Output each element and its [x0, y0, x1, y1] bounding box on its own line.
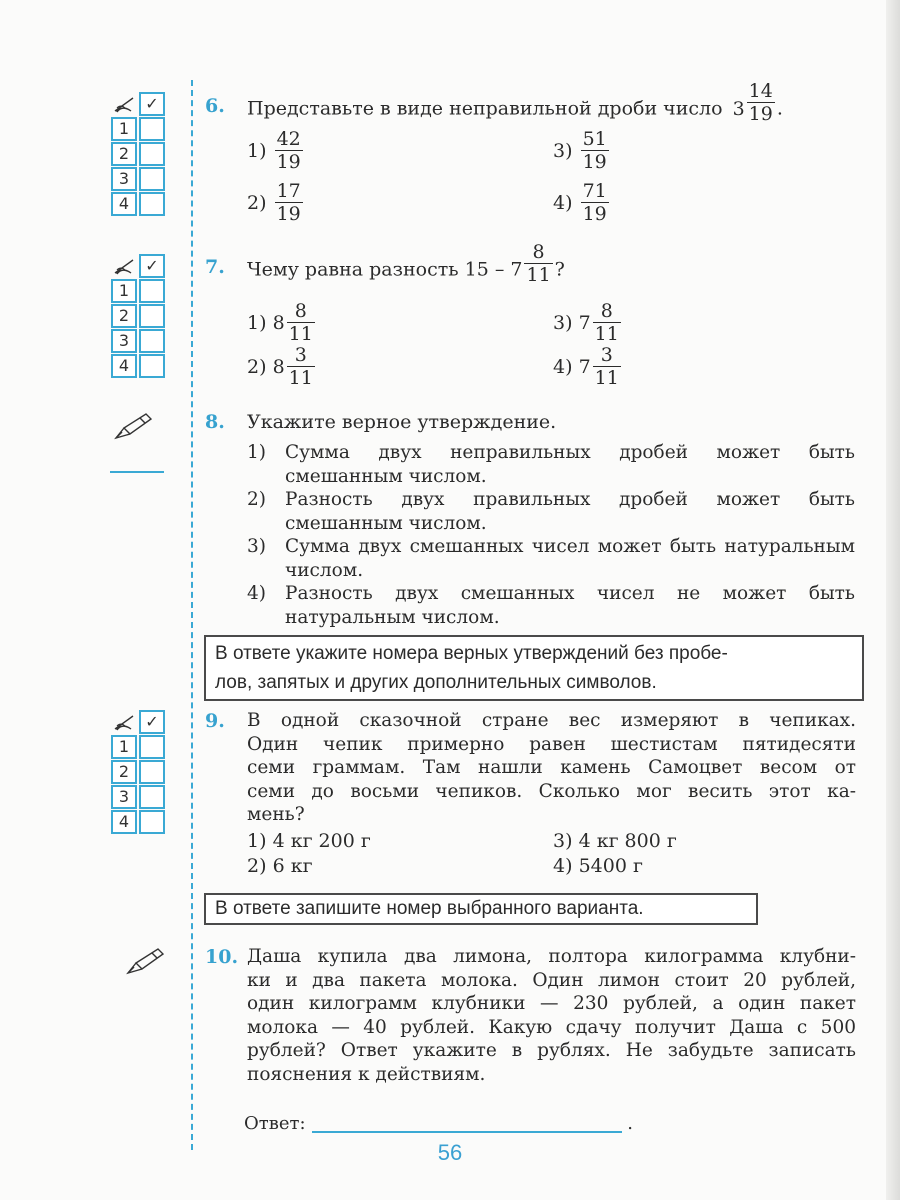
question-number: 7.: [205, 256, 225, 278]
denominator: 11: [288, 367, 313, 389]
option-label: 1): [247, 830, 267, 852]
option-q6-1: [247, 128, 305, 173]
answer-underline[interactable]: [110, 471, 164, 473]
option-q7-3: [553, 300, 623, 345]
answer-checkbox-4[interactable]: [139, 354, 165, 378]
option-number-cell: 1: [111, 117, 137, 141]
question-number: 8.: [205, 411, 225, 433]
option-number-cell: 4: [111, 192, 137, 216]
numerator: 8: [287, 300, 315, 323]
numerator: 8: [524, 241, 552, 264]
option-number-cell: 2: [111, 760, 137, 784]
denominator: 19: [276, 151, 301, 173]
option-number-cell: 3: [111, 167, 137, 191]
answer-checkbox-3[interactable]: [139, 167, 165, 191]
statement-list: [247, 441, 855, 629]
option-label: 1): [247, 139, 267, 162]
fraction: [581, 128, 609, 173]
instruction-box: [204, 635, 864, 701]
option-label: 3): [247, 536, 266, 557]
text-line: пояснения к действиям.: [247, 1063, 486, 1085]
numerator: 8: [593, 300, 621, 323]
question-number: 6.: [205, 95, 225, 117]
check-header-cell: [139, 710, 165, 734]
checkmark-icon: ✓: [145, 94, 159, 113]
text-line: семи до восьми чепиков. Сколько мог весить этот ка-: [247, 780, 856, 802]
option-label: 2): [247, 855, 267, 877]
pen-write-check-icon: [113, 94, 137, 114]
option-label: 3): [553, 830, 573, 852]
pen-write-check-icon: [113, 256, 137, 276]
question-prompt: Чему равна разность 15 – 7: [247, 258, 523, 281]
numerator: 3: [593, 344, 621, 367]
text-line: ки и два пакета молока. Один лимон стоит 20 рублей,: [247, 969, 856, 991]
question-prompt: Представьте в виде неправильной дроби число: [247, 97, 723, 120]
fraction: [593, 344, 621, 389]
text-line: один килограмм клубники — 230 рублей, а один пакет: [247, 993, 856, 1014]
option-label: 1): [247, 442, 266, 463]
answer-checkbox-2[interactable]: [139, 760, 165, 784]
statement-text: Сумма двух смешанных чисел может быть натуральным числом.: [285, 536, 855, 581]
option-label: 2): [247, 191, 267, 214]
option-q7-2: [247, 344, 317, 389]
text-line: семи граммам. Там нашли камень Самоцвет весом от: [247, 757, 856, 778]
denominator: 11: [594, 323, 619, 345]
fraction: [581, 180, 609, 225]
answer-checkbox-1[interactable]: [139, 279, 165, 303]
question-9-text: [247, 709, 856, 827]
fraction: [287, 300, 315, 345]
option-number-cell: 1: [111, 279, 137, 303]
answer-checkbox-4[interactable]: [139, 192, 165, 216]
text-line: Один чепик примерно равен шестистам пятидесяти: [247, 733, 856, 755]
option-number-cell: 1: [111, 735, 137, 759]
fraction: [593, 300, 621, 345]
numerator: 3: [287, 344, 315, 367]
denominator: 19: [582, 151, 607, 173]
option-label: 4): [553, 855, 573, 877]
question-text: [247, 241, 565, 286]
option-number-cell: 4: [111, 810, 137, 834]
option-label: 3): [553, 139, 573, 162]
mixed-whole: 8: [272, 355, 285, 378]
mixed-whole: 8: [272, 311, 285, 334]
page-number: 56: [437, 1140, 463, 1165]
option-text: 5400 г: [578, 855, 643, 877]
question-number: 10.: [205, 946, 239, 968]
checkmark-icon: ✓: [145, 256, 159, 275]
mixed-whole: 7: [578, 355, 591, 378]
punctuation: .: [627, 1113, 633, 1134]
fraction: [275, 180, 303, 225]
statement-text: Разность двух смешанных чисел не может быть натуральным числом.: [285, 583, 855, 628]
check-header-cell: [139, 92, 165, 116]
numerator: 14: [748, 80, 773, 102]
option-q9-4: [553, 855, 643, 877]
option-number-cell: 4: [111, 354, 137, 378]
fraction: [287, 344, 315, 389]
statement-item: [247, 535, 855, 582]
option-q6-4: [553, 180, 611, 225]
numerator: 17: [276, 180, 301, 202]
question-text: Укажите верное утверждение.: [247, 411, 557, 433]
question-text: [247, 80, 783, 125]
option-number-cell: 3: [111, 785, 137, 809]
mixed-whole: 3: [732, 97, 745, 120]
option-q9-2: [247, 855, 313, 877]
option-label: 4): [247, 583, 266, 604]
option-q6-3: [553, 128, 611, 173]
answer-label: Ответ:: [244, 1113, 306, 1134]
checkmark-icon: ✓: [145, 712, 159, 731]
answer-checkbox-1[interactable]: [139, 735, 165, 759]
instruction-box: [204, 893, 758, 925]
option-label: 2): [247, 355, 267, 378]
option-text: 6 кг: [272, 855, 313, 877]
fraction: [275, 128, 303, 173]
mixed-whole: 7: [578, 311, 591, 334]
statement-item: [247, 488, 855, 535]
option-q7-1: [247, 300, 317, 345]
answer-checkbox-2[interactable]: [139, 142, 165, 166]
instruction-line: В ответе укажите номера верных утверждений без пробе-: [215, 643, 728, 664]
statement-item: [247, 441, 855, 488]
question-10-text: [247, 945, 856, 1086]
denominator: 19: [582, 203, 607, 225]
denominator: 11: [288, 323, 313, 345]
numerator: 51: [582, 128, 607, 150]
answer-input[interactable]: [312, 1131, 622, 1133]
denominator: 19: [276, 203, 301, 225]
check-header-cell: [139, 254, 165, 278]
text-line: рублей? Ответ укажите в рублях. Не забудьте записать: [247, 1040, 856, 1061]
answer-row: [244, 1113, 633, 1134]
option-q9-1: [247, 830, 371, 852]
punctuation: ?: [554, 258, 565, 281]
denominator: 11: [594, 367, 619, 389]
denominator: 11: [526, 264, 551, 286]
text-line: Даша купила два лимона, полтора килограмма клубни-: [247, 946, 856, 967]
fraction: [747, 80, 775, 125]
fountain-pen-icon: [110, 410, 154, 442]
answer-checkbox-1[interactable]: [139, 117, 165, 141]
margin-dashed-divider: [191, 80, 193, 1150]
instruction-line: В ответе запишите номер выбранного варианта.: [215, 898, 644, 919]
option-number-cell: 3: [111, 329, 137, 353]
option-q7-4: [553, 344, 623, 389]
option-number-cell: 2: [111, 304, 137, 328]
option-label: 2): [247, 489, 266, 510]
fraction: [524, 241, 552, 286]
statement-item: [247, 582, 855, 629]
option-text: 4 кг 800 г: [578, 830, 677, 852]
pen-write-check-icon: [113, 712, 137, 732]
instruction-line: лов, запятых и других дополнительных символов.: [215, 672, 657, 693]
answer-checkbox-3[interactable]: [139, 785, 165, 809]
denominator: 19: [748, 103, 773, 125]
option-label: 4): [553, 191, 573, 214]
answer-checkbox-2[interactable]: [139, 304, 165, 328]
text-line: мень?: [247, 804, 305, 825]
option-text: 4 кг 200 г: [272, 830, 371, 852]
option-label: 3): [553, 311, 573, 334]
option-q6-2: [247, 180, 305, 225]
statement-text: Разность двух правильных дробей может быть смешанным числом.: [285, 489, 855, 534]
option-number-cell: 2: [111, 142, 137, 166]
option-label: 1): [247, 311, 267, 334]
fountain-pen-icon: [122, 945, 166, 977]
page-spine-shadow: [886, 0, 900, 1200]
punctuation: .: [776, 97, 783, 120]
answer-checkbox-3[interactable]: [139, 329, 165, 353]
text-line: В одной сказочной стране вес измеряют в чепиках.: [247, 710, 856, 731]
text-line: молока — 40 рублей. Какую сдачу получит Даша с 500: [247, 1016, 856, 1038]
option-q9-3: [553, 830, 677, 852]
statement-text: Сумма двух неправильных дробей может быть смешанным числом.: [285, 442, 855, 487]
numerator: 42: [276, 128, 301, 150]
option-label: 4): [553, 355, 573, 378]
answer-checkbox-4[interactable]: [139, 810, 165, 834]
question-number: 9.: [205, 710, 225, 732]
numerator: 71: [582, 180, 607, 202]
